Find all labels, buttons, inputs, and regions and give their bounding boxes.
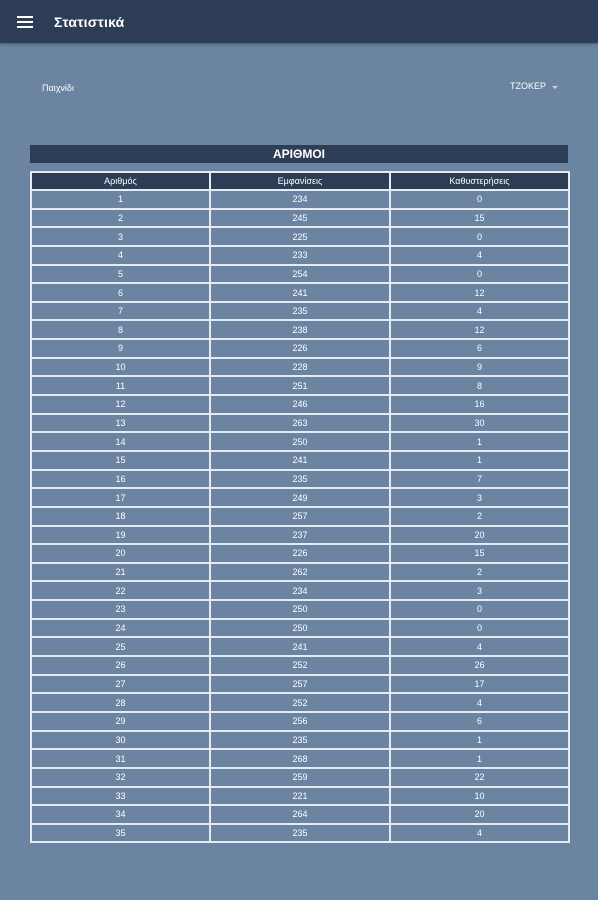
cell-appearances: 241 xyxy=(210,451,390,470)
table-row xyxy=(31,787,569,806)
cell-delays: 16 xyxy=(390,395,569,414)
table-row xyxy=(31,339,569,358)
cell-delays: 1 xyxy=(390,451,569,470)
table-row xyxy=(31,488,569,507)
cell-delays: 12 xyxy=(390,320,569,339)
cell-appearances: 249 xyxy=(210,488,390,507)
table-row xyxy=(31,432,569,451)
cell-appearances: 256 xyxy=(210,712,390,731)
cell-delays: 26 xyxy=(390,656,569,675)
cell-number: 31 xyxy=(31,749,210,768)
cell-appearances: 250 xyxy=(210,619,390,638)
cell-delays: 2 xyxy=(390,507,569,526)
cell-delays: 4 xyxy=(390,302,569,321)
cell-number: 30 xyxy=(31,731,210,750)
statistics-table xyxy=(30,171,570,843)
table-row xyxy=(31,395,569,414)
cell-appearances: 241 xyxy=(210,283,390,302)
cell-number: 24 xyxy=(31,619,210,638)
table-row xyxy=(31,563,569,582)
section-title: ΑΡΙΘΜΟΙ xyxy=(30,145,568,163)
table-row xyxy=(31,805,569,824)
cell-delays: 3 xyxy=(390,581,569,600)
cell-delays: 15 xyxy=(390,209,569,228)
table-row xyxy=(31,768,569,787)
cell-appearances: 235 xyxy=(210,731,390,750)
cell-delays: 9 xyxy=(390,358,569,377)
cell-appearances: 237 xyxy=(210,526,390,545)
cell-delays: 6 xyxy=(390,339,569,358)
table-row xyxy=(31,619,569,638)
table-row xyxy=(31,693,569,712)
table-row xyxy=(31,656,569,675)
table-row xyxy=(31,637,569,656)
cell-appearances: 250 xyxy=(210,432,390,451)
cell-delays: 1 xyxy=(390,731,569,750)
cell-number: 13 xyxy=(31,414,210,433)
cell-delays: 0 xyxy=(390,619,569,638)
cell-number: 34 xyxy=(31,805,210,824)
cell-appearances: 221 xyxy=(210,787,390,806)
cell-delays: 0 xyxy=(390,265,569,284)
cell-number: 17 xyxy=(31,488,210,507)
cell-number: 4 xyxy=(31,246,210,265)
table-row xyxy=(31,544,569,563)
cell-delays: 0 xyxy=(390,190,569,209)
column-header-appearances: Εμφανίσεις xyxy=(210,172,390,190)
cell-number: 35 xyxy=(31,824,210,843)
table-row xyxy=(31,749,569,768)
cell-appearances: 225 xyxy=(210,227,390,246)
cell-appearances: 262 xyxy=(210,563,390,582)
cell-delays: 0 xyxy=(390,600,569,619)
cell-delays: 12 xyxy=(390,283,569,302)
table-row xyxy=(31,358,569,377)
table-header-row xyxy=(31,172,569,190)
cell-appearances: 257 xyxy=(210,507,390,526)
cell-appearances: 251 xyxy=(210,376,390,395)
cell-delays: 8 xyxy=(390,376,569,395)
table-row xyxy=(31,302,569,321)
cell-appearances: 235 xyxy=(210,824,390,843)
cell-number: 2 xyxy=(31,209,210,228)
cell-appearances: 263 xyxy=(210,414,390,433)
cell-number: 18 xyxy=(31,507,210,526)
game-label: Παιχνίδι xyxy=(42,83,74,93)
cell-number: 33 xyxy=(31,787,210,806)
table-row xyxy=(31,600,569,619)
cell-number: 19 xyxy=(31,526,210,545)
cell-delays: 22 xyxy=(390,768,569,787)
cell-appearances: 245 xyxy=(210,209,390,228)
cell-appearances: 252 xyxy=(210,693,390,712)
cell-appearances: 235 xyxy=(210,302,390,321)
column-header-number: Αριθμός xyxy=(31,172,210,190)
cell-number: 21 xyxy=(31,563,210,582)
game-dropdown[interactable] xyxy=(510,81,558,91)
cell-delays: 1 xyxy=(390,749,569,768)
table-row xyxy=(31,209,569,228)
cell-number: 15 xyxy=(31,451,210,470)
cell-delays: 15 xyxy=(390,544,569,563)
cell-appearances: 268 xyxy=(210,749,390,768)
cell-appearances: 241 xyxy=(210,637,390,656)
table-row xyxy=(31,675,569,694)
cell-number: 32 xyxy=(31,768,210,787)
cell-appearances: 264 xyxy=(210,805,390,824)
cell-number: 1 xyxy=(31,190,210,209)
cell-appearances: 234 xyxy=(210,581,390,600)
table-row xyxy=(31,526,569,545)
cell-appearances: 226 xyxy=(210,339,390,358)
app-title: Στατιστικά xyxy=(54,13,125,30)
cell-number: 8 xyxy=(31,320,210,339)
cell-appearances: 238 xyxy=(210,320,390,339)
cell-number: 23 xyxy=(31,600,210,619)
table-row xyxy=(31,376,569,395)
cell-number: 12 xyxy=(31,395,210,414)
cell-delays: 0 xyxy=(390,227,569,246)
cell-number: 6 xyxy=(31,283,210,302)
cell-appearances: 234 xyxy=(210,190,390,209)
hamburger-menu-icon[interactable] xyxy=(17,16,33,28)
cell-number: 26 xyxy=(31,656,210,675)
cell-appearances: 228 xyxy=(210,358,390,377)
cell-appearances: 252 xyxy=(210,656,390,675)
table-row xyxy=(31,227,569,246)
dropdown-caret-icon xyxy=(552,86,558,89)
cell-number: 29 xyxy=(31,712,210,731)
app-bar xyxy=(0,0,598,43)
cell-delays: 4 xyxy=(390,637,569,656)
cell-appearances: 233 xyxy=(210,246,390,265)
cell-number: 7 xyxy=(31,302,210,321)
cell-appearances: 235 xyxy=(210,470,390,489)
table-row xyxy=(31,824,569,843)
cell-delays: 6 xyxy=(390,712,569,731)
statistics-table-container[interactable] xyxy=(30,171,568,843)
cell-delays: 4 xyxy=(390,693,569,712)
cell-number: 11 xyxy=(31,376,210,395)
table-row xyxy=(31,507,569,526)
cell-appearances: 226 xyxy=(210,544,390,563)
cell-appearances: 259 xyxy=(210,768,390,787)
cell-delays: 2 xyxy=(390,563,569,582)
table-row xyxy=(31,451,569,470)
cell-appearances: 257 xyxy=(210,675,390,694)
table-row xyxy=(31,246,569,265)
game-dropdown-value: ΤΖΟΚΕΡ xyxy=(509,81,546,91)
cell-number: 20 xyxy=(31,544,210,563)
cell-number: 3 xyxy=(31,227,210,246)
cell-number: 5 xyxy=(31,265,210,284)
cell-number: 16 xyxy=(31,470,210,489)
cell-appearances: 254 xyxy=(210,265,390,284)
table-row xyxy=(31,320,569,339)
cell-number: 9 xyxy=(31,339,210,358)
column-header-delays: Καθυστερήσεις xyxy=(390,172,569,190)
cell-delays: 1 xyxy=(390,432,569,451)
cell-delays: 30 xyxy=(390,414,569,433)
cell-number: 25 xyxy=(31,637,210,656)
cell-number: 28 xyxy=(31,693,210,712)
table-row xyxy=(31,470,569,489)
table-row xyxy=(31,731,569,750)
table-row xyxy=(31,265,569,284)
cell-delays: 7 xyxy=(390,470,569,489)
table-row xyxy=(31,283,569,302)
table-row xyxy=(31,190,569,209)
cell-delays: 17 xyxy=(390,675,569,694)
table-row xyxy=(31,581,569,600)
cell-appearances: 246 xyxy=(210,395,390,414)
cell-number: 10 xyxy=(31,358,210,377)
cell-delays: 4 xyxy=(390,246,569,265)
cell-delays: 4 xyxy=(390,824,569,843)
cell-delays: 3 xyxy=(390,488,569,507)
cell-number: 22 xyxy=(31,581,210,600)
cell-delays: 10 xyxy=(390,787,569,806)
cell-number: 27 xyxy=(31,675,210,694)
cell-number: 14 xyxy=(31,432,210,451)
cell-delays: 20 xyxy=(390,526,569,545)
cell-appearances: 250 xyxy=(210,600,390,619)
table-row xyxy=(31,712,569,731)
table-row xyxy=(31,414,569,433)
cell-delays: 20 xyxy=(390,805,569,824)
